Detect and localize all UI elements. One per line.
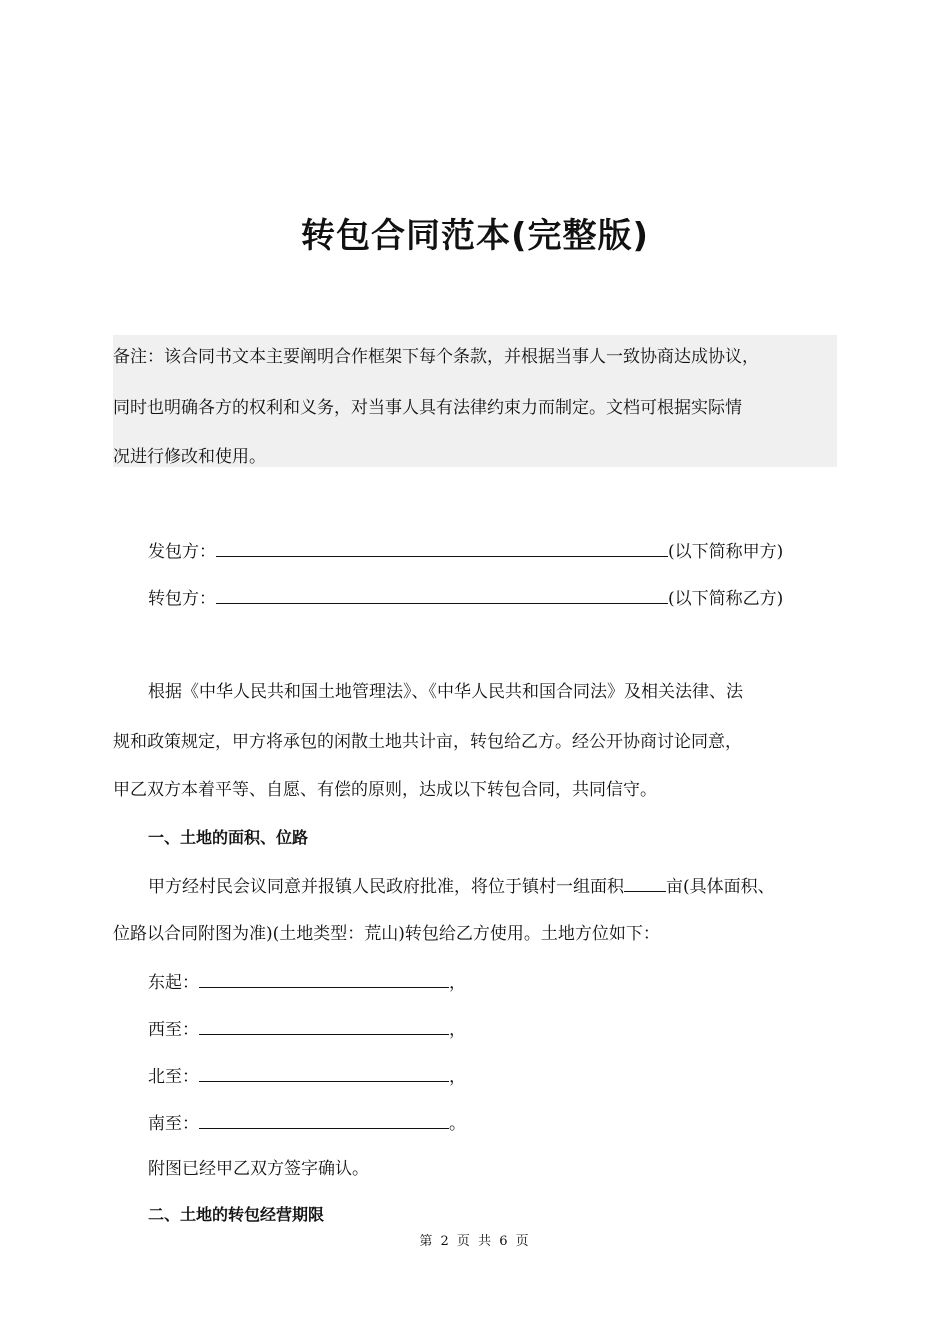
boundary-west-blank [199, 1016, 449, 1035]
party-a-row [148, 538, 783, 564]
boundary-north-label: 北至： [148, 1067, 199, 1087]
note-line-3: 况进行修改和使用。 [113, 447, 266, 467]
attachment-note: 附图已经甲乙双方签字确认。 [148, 1159, 369, 1179]
note-line-1: 备注：该合同书文本主要阐明合作框架下每个条款，并根据当事人一致协商达成协议， [113, 347, 759, 367]
boundary-north-blank [199, 1063, 449, 1082]
party-a-suffix: (以下简称甲方) [668, 542, 784, 562]
boundary-west-comma: ， [449, 1020, 466, 1040]
intro-line-1: 根据《中华人民共和国土地管理法》、《中华人民共和国合同法》及相关法律、法 [148, 682, 743, 702]
party-b-suffix: (以下简称乙方) [668, 589, 784, 609]
boundary-north-row [148, 1063, 466, 1089]
boundary-east-blank [199, 969, 449, 988]
section-2-heading: 二、土地的转包经营期限 [148, 1205, 325, 1224]
section-1-para-after: 亩(具体面积、 [666, 877, 775, 897]
boundary-east-label: 东起： [148, 973, 199, 993]
boundary-west-row [148, 1016, 466, 1042]
boundary-south-row [148, 1110, 466, 1136]
boundary-south-label: 南至： [148, 1114, 199, 1134]
party-a-label: 发包方： [148, 542, 216, 562]
intro-line-3: 甲乙双方本着平等、自愿、有偿的原则，达成以下转包合同，共同信守。 [113, 780, 657, 800]
document-title: 转包合同范本(完整版) [300, 216, 650, 256]
boundary-south-blank [199, 1110, 449, 1129]
party-b-blank [216, 585, 668, 604]
boundary-east-row [148, 969, 466, 995]
boundary-east-comma: ， [449, 973, 466, 993]
boundary-south-period: 。 [449, 1114, 466, 1134]
note-line-2: 同时也明确各方的权利和义务，对当事人具有法律约束力而制定。文档可根据实际情 [113, 398, 742, 418]
party-b-row [148, 585, 783, 611]
section-1-para-before: 甲方经村民会议同意并报镇人民政府批准，将位于镇村一组面积 [148, 877, 624, 897]
page-footer: 第 2 页 共 6 页 [419, 1234, 531, 1249]
party-a-blank [216, 538, 668, 557]
party-b-label: 转包方： [148, 589, 216, 609]
boundary-west-label: 西至： [148, 1020, 199, 1040]
section-1-para-line-2: 位路以合同附图为准)(土地类型：荒山)转包给乙方使用。土地方位如下： [113, 924, 660, 944]
boundary-north-comma: ， [449, 1067, 466, 1087]
area-blank [624, 873, 666, 892]
intro-line-2: 规和政策规定，甲方将承包的闲散土地共计亩，转包给乙方。经公开协商讨论同意， [113, 732, 742, 752]
section-1-heading: 一、土地的面积、位路 [148, 828, 309, 847]
section-1-para-line-1 [148, 873, 775, 899]
